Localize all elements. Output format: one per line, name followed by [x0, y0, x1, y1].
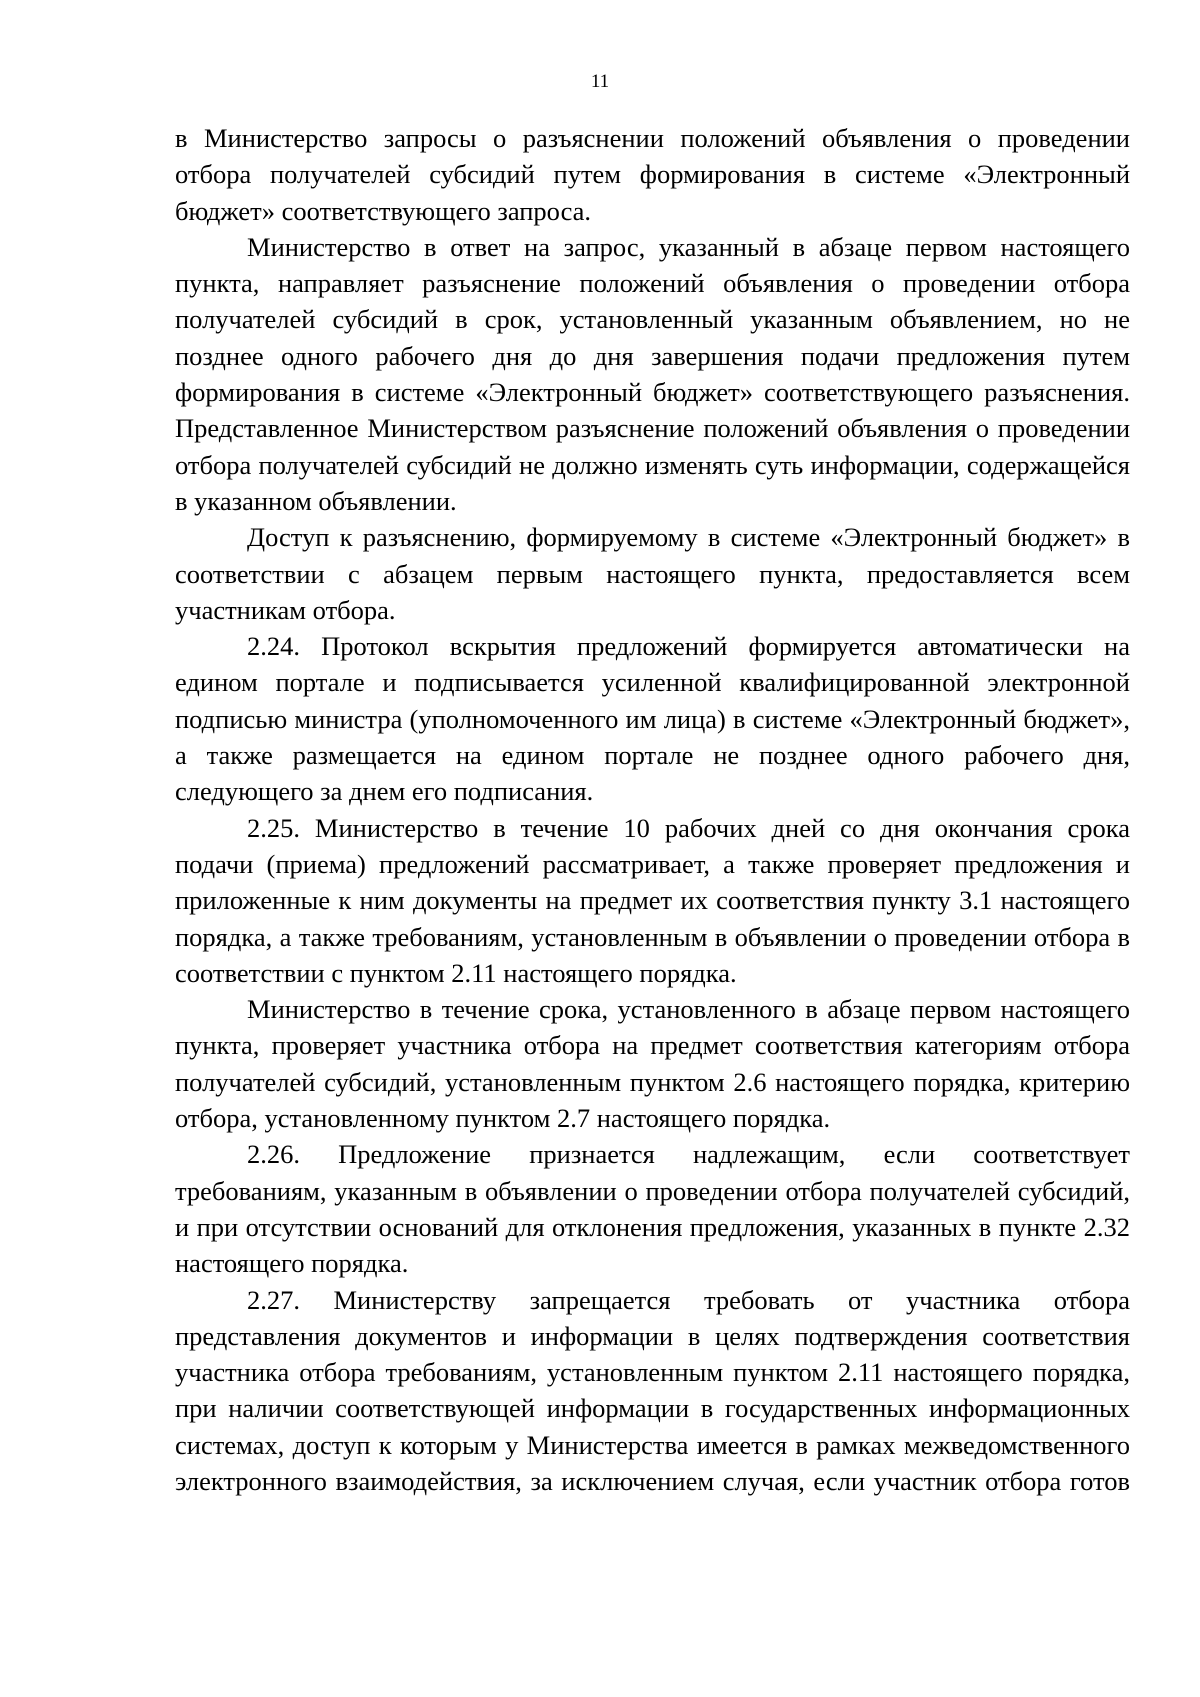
paragraph-continuation: в Министерство запросы о разъяснении положений объявления о проведении отбора получателей субсидий путем формирования в системе «Электронный бюджет» соответствующего запроса. [175, 123, 1130, 226]
paragraph-2-24: 2.24. Протокол вскрытия предложений формируется автоматически на едином портале и подписывается усиленной квалифицированной электронной подписью министра (уполномоченного им лица) в системе «Электронный бюджет», а также размещается на едином портале не позднее одного рабочего дня, следующего за днем его подписания. [175, 631, 1130, 807]
paragraph-2-26: 2.26. Предложение признается надлежащим, если соответствует требованиям, указанным в объявлении о проведении отбора получателей субсидий, и при отсутствии оснований для отклонения предложения, указанных в пункте 2.32 настоящего порядка. [175, 1139, 1130, 1279]
document-body [175, 120, 1130, 1499]
paragraph-2-27: 2.27. Министерству запрещается требовать от участника отбора представления документов и информации в целях подтверждения соответствия участника отбора требованиям, установленным пунктом 2.11 настоящего порядка, при наличии соответствующей информации в государственных информационных системах, доступ к которым у Министерства имеется в рамках межведомственного электронного взаимодействия, за исключением случая, если участник отбора готов [175, 1284, 1130, 1496]
paragraph-access-clarification: Доступ к разъяснению, формируемому в системе «Электронный бюджет» в соответствии с абзацем первым настоящего пункта, предоставляется всем участникам отбора. [175, 522, 1130, 625]
page-number: 11 [590, 71, 610, 92]
paragraph-2-25: 2.25. Министерство в течение 10 рабочих дней со дня окончания срока подачи (приема) предложений рассматривает, а также проверяет предложения и приложенные к ним документы на предмет их соответствия пункту 3.1 настоящего порядка, а также требованиям, установленным в объявлении о проведении отбора в соответствии с пунктом 2.11 настоящего порядка. [175, 812, 1130, 988]
paragraph-2-25-check: Министерство в течение срока, установленного в абзаце первом настоящего пункта, проверяет участника отбора на предмет соответствия категориям отбора получателей субсидий, установленным пунктом 2.6 настоящего порядка, критерию отбора, установленному пунктом 2.7 настоящего порядка. [175, 994, 1130, 1134]
paragraph-ministry-response: Министерство в ответ на запрос, указанный в абзаце первом настоящего пункта, направляет разъяснение положений объявления о проведении отбора получателей субсидий в срок, установленный указанным объявлением, но не позднее одного рабочего дня до дня завершения подачи предложения путем формирования в системе «Электронный бюджет» соответствующего разъяснения. Представленное Министерством разъяснение положений объявления о проведении отбора получателей субсидий не должно изменять суть информации, содержащейся в указанном объявлении. [175, 231, 1130, 516]
